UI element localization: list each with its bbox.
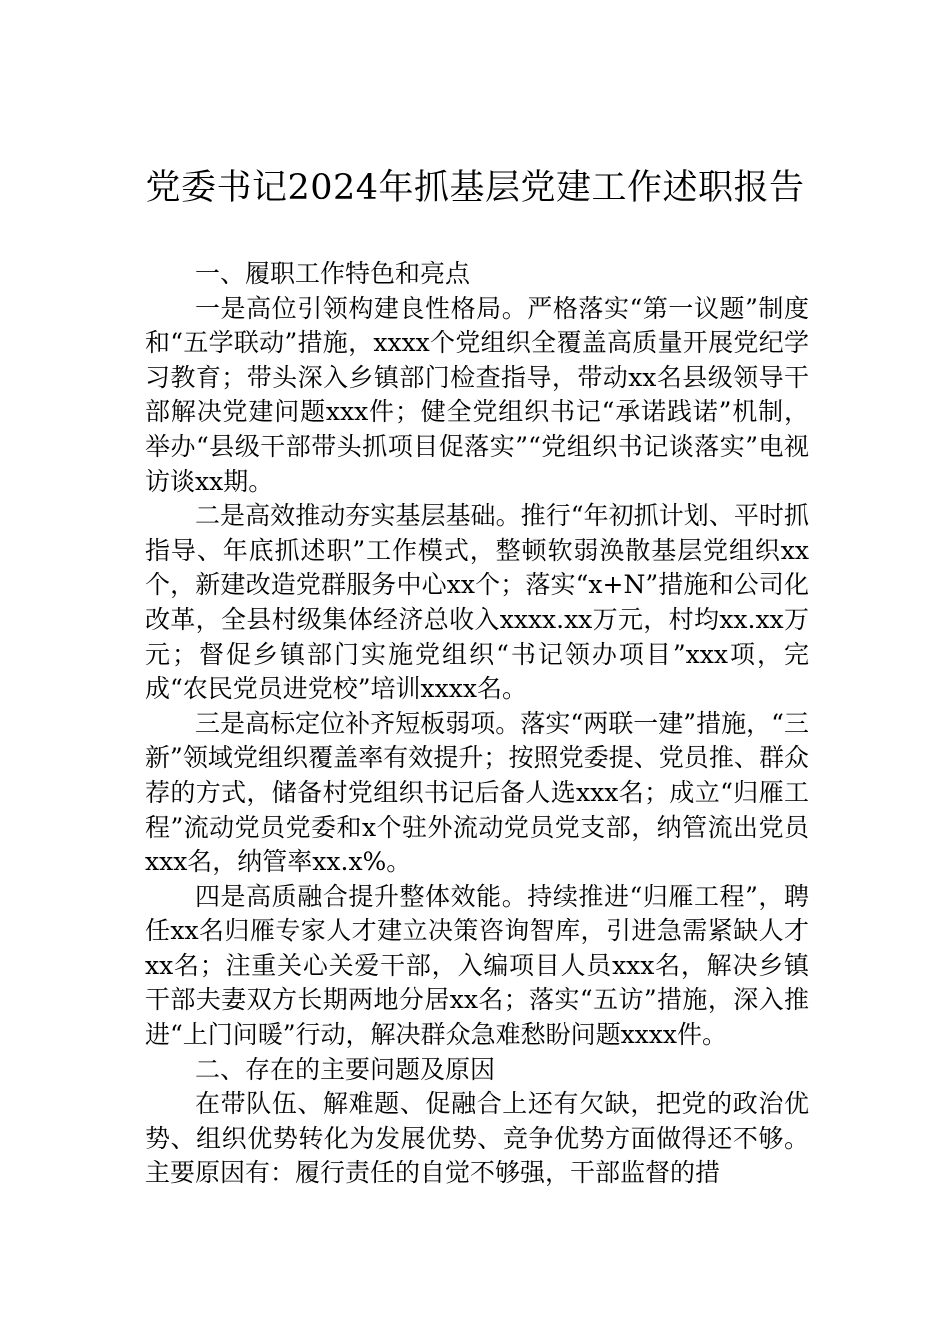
paragraph: 四是高质融合提升整体效能。持续推进“归雁工程”，聘任xx名归雁专家人才建立决策咨询智库，引进急需紧缺人才xx名；注重关心关爱干部，入编项目人员xxx名，解决乡镇干部夫妻双方长期两地分居xx名；落实“五访”措施，深入推进“上门问暖”行动，解决群众急难愁盼问题xxxx件。	[145, 881, 809, 1050]
paragraph: 三是高标定位补齐短板弱项。落实“两联一建”措施，“三新”领域党组织覆盖率有效提升；按照党委提、党员推、群众荐的方式，储备村党组织书记后备人选xxx名；成立“归雁工程”流动党员党委和x个驻外流动党员党支部，纳管流出党员xxx名，纳管率xx.x%。	[145, 708, 809, 877]
section-heading: 二、存在的主要问题及原因	[195, 1054, 496, 1084]
document-title: 党委书记2024年抓基层党建工作述职报告	[145, 168, 805, 208]
paragraph: 一是高位引领构建良性格局。严格落实“第一议题”制度和“五学联动”措施，xxxx个党组织全覆盖高质量开展党纪学习教育；带头深入乡镇部门检查指导，带动xx名县级领导干部解决党建问题xxx件；健全党组织书记“承诺践诺”机制，举办“县级干部带头抓项目促落实”“党组织书记谈落实”电视访谈xx期。	[145, 293, 809, 496]
document-body	[145, 257, 809, 1191]
section-heading: 一、履职工作特色和亮点	[195, 259, 471, 288]
paragraph: 二是高效推动夯实基层基础。推行“年初抓计划、平时抓指导、年底抓述职”工作模式，整顿软弱涣散基层党组织xx个，新建改造党群服务中心xx个；落实“x+N”措施和公司化改革，全县村级集体经济总收入xxxx.xx万元，村均xx.xx万元；督促乡镇部门实施党组织“书记领办项目”xxx项，完成“农民党员进党校”培训xxxx名。	[145, 501, 809, 704]
paragraph: 在带队伍、解难题、促融合上还有欠缺，把党的政治优势、组织优势转化为发展优势、竞争优势方面做得还不够。主要原因有：履行责任的自觉不够强，干部监督的措	[145, 1089, 809, 1188]
